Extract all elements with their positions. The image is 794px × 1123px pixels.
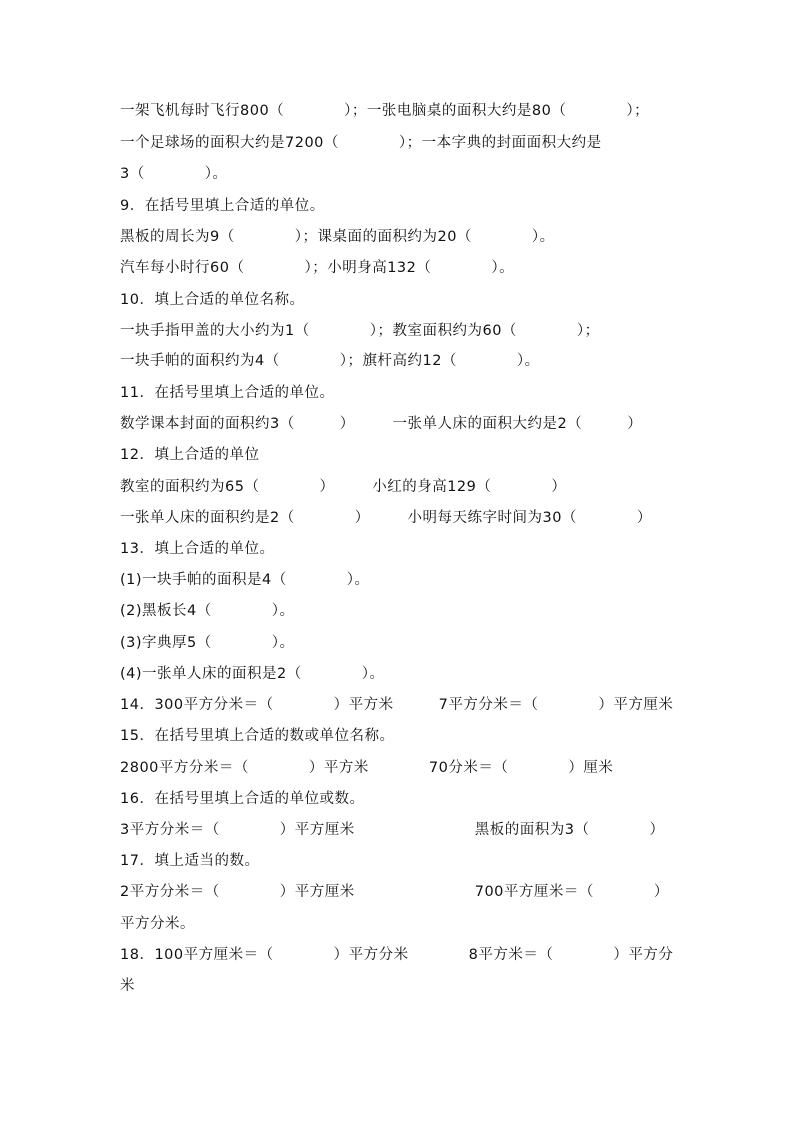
text-line: 2平方分米＝（ ）平方厘米 700平方厘米＝（ ） xyxy=(120,884,669,900)
text-line: (2)黑板长4（ ）。 xyxy=(120,603,295,619)
question-line: 14．300平方分米＝（ ）平方米 7平方分米＝（ ）平方厘米 xyxy=(120,697,674,713)
text-line: 米 xyxy=(120,978,135,994)
text-line: 2800平方分米＝（ ）平方米 70分米＝（ ）厘米 xyxy=(120,760,614,776)
question-heading: 17．填上适当的数。 xyxy=(120,853,260,869)
question-heading: 16．在括号里填上合适的单位或数。 xyxy=(120,791,365,807)
question-heading: 15．在括号里填上合适的数或单位名称。 xyxy=(120,728,395,744)
text-line: 一张单人床的面积约是2（ ） 小明每天练字时间为30（ ） xyxy=(120,510,652,526)
question-line: 18．100平方厘米＝（ ）平方分米 8平方米＝（ ）平方分 xyxy=(120,947,674,963)
question-heading: 10．填上合适的单位名称。 xyxy=(120,292,305,308)
text-line: 平方分米。 xyxy=(120,916,195,932)
text-line: 黑板的周长为9（ ）；课桌面的面积约为20（ ）。 xyxy=(120,229,555,245)
question-heading: 9．在括号里填上合适的单位。 xyxy=(120,198,325,214)
text-line: (4)一张单人床的面积是2（ ）。 xyxy=(120,666,385,682)
text-line: 一个足球场的面积大约是7200（ ）；一本字典的封面面积大约是 xyxy=(120,135,602,151)
text-line: 一块手指甲盖的大小约为1（ ）；教室面积约为60（ ）； xyxy=(120,323,600,339)
text-line: 一块手帕的面积约为4（ ）；旗杆高约12（ ）。 xyxy=(120,353,540,369)
text-line: (3)字典厚5（ ）。 xyxy=(120,635,295,651)
question-heading: 13．填上合适的单位。 xyxy=(120,541,275,557)
question-heading: 12．填上合适的单位 xyxy=(120,447,260,463)
question-heading: 11．在括号里填上合适的单位。 xyxy=(120,385,335,401)
text-line: 教室的面积约为65（ ） 小红的身高129（ ） xyxy=(120,479,567,495)
text-line: (1)一块手帕的面积是4（ ）。 xyxy=(120,572,370,588)
text-line: 3（ ）。 xyxy=(120,166,228,182)
text-line: 一架飞机每时飞行800（ ）；一张电脑桌的面积大约是80（ ）； xyxy=(120,103,650,119)
text-line: 3平方分米＝（ ）平方厘米 黑板的面积为3（ ） xyxy=(120,822,665,838)
text-line: 汽车每小时行60（ ）；小明身高132（ ）。 xyxy=(120,260,515,276)
text-line: 数学课本封面的面积约3（ ） 一张单人床的面积大约是2（ ） xyxy=(120,416,643,432)
